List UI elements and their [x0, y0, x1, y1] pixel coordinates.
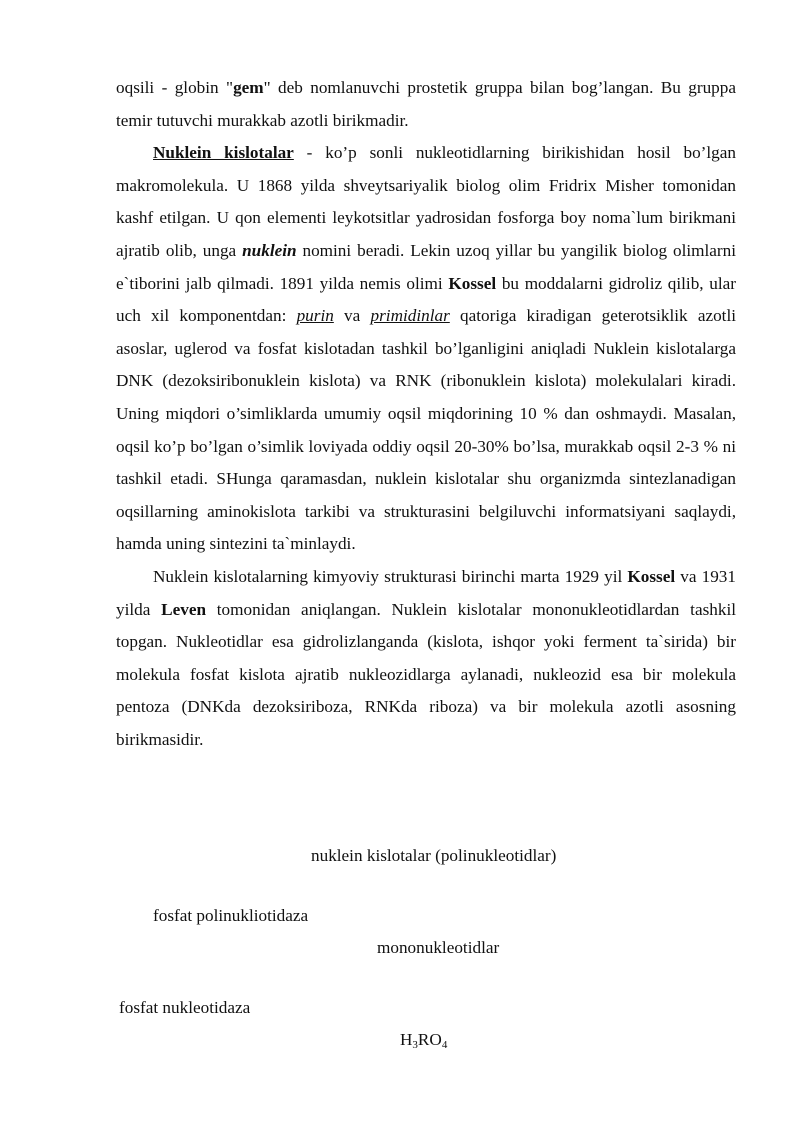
term-primidinlar: primidinlar: [370, 306, 450, 326]
name-kossel: Kossel: [448, 273, 497, 293]
term-gem: gem: [233, 78, 264, 97]
scheme-top-label: nuklein kislotalar (polinukleotidlar): [311, 846, 557, 865]
name-leven: Leven: [161, 599, 207, 619]
formula-part: H: [400, 1030, 413, 1049]
term-nuklein-kislotalar: Nuklein kislotalar: [153, 143, 294, 163]
paragraph-text: oqsili - globin ": [116, 78, 234, 97]
paragraph-text: va 1931 yilda: [116, 566, 736, 619]
name-kossel: Kossel: [627, 566, 676, 586]
paragraph-text: qatoriga kiradigan geterotsiklik azotli asoslar, uglerod va fosfat kislotadan tashkil bo’lganligini aniqladi Nuklein kislotalarga DNK (dezoksiribonuklein kislota) va RNK (ribonuklein kislota) molekulalari kiradi. Uning miqdori o’simliklarda umumiy oqsil miqdorining 10 % dan oshmaydi. Masalan, oqsil ko’p bo’lgan o’simlik loviyada oddiy oqsil 20-30% bo’lsa, murakkab oqsil 2-3 % ni tashkil etadi. SHunga qaramasdan, nuklein kislotalar shu organizmda sintezlanadigan oqsillarning aminokislota tarkibi va strukturasini belgiluvchi informatsiyani saqlaydi, hamda uning sintezini ta`minlaydi.: [116, 306, 737, 554]
paragraph-text: " deb nomlanuvchi prostetik gruppa bilan bog’langan. Bu gruppa temir tutuvchi murakkab azotli birikmadir.: [116, 78, 736, 130]
scheme-mononukleotidlar: mononukleotidlar: [377, 938, 500, 957]
paragraph-globin: [116, 72, 736, 137]
scheme-enzyme-polinukliotidaza: fosfat polinukliotidaza: [153, 906, 309, 925]
term-purin: purin: [296, 306, 334, 326]
term-nuklein: nuklein: [242, 240, 297, 260]
paragraph-text: - ko’p sonli nukleotidlarning birikishidan hosil bo’lgan makromolekula. U 1868 yilda shveytsariyalik biolog olim Fridrix Misher tomonidan kashf etilgan. U qon elementi leykotsitlar yadrosidan fosforga boy noma`lum birikmani ajratib olib, unga: [116, 143, 736, 260]
formula-subscript: 3: [412, 1039, 418, 1051]
paragraph-text: bu moddalarni gidroliz qilib, ular uch xil komponentdan:: [116, 273, 736, 326]
scheme-product-formula: [400, 1030, 447, 1050]
paragraph-nuklein-definition: [116, 137, 736, 561]
paragraph-structure: [116, 561, 736, 757]
scheme-enzyme-nukleotidaza: fosfat nukleotidaza: [119, 998, 251, 1017]
paragraph-text: nomini beradi. Lekin uzoq yillar bu yangilik biolog olimlarni e`tiborini jalb qilmadi. 1891 yilda nemis olimi: [116, 240, 736, 293]
body-text: [116, 72, 736, 756]
formula-part: RO: [417, 1030, 442, 1049]
paragraph-text: va: [333, 306, 371, 326]
paragraph-text: Nuklein kislotalarning kimyoviy strukturasi birinchi marta 1929 yil: [153, 566, 628, 586]
formula-subscript: 4: [441, 1039, 448, 1051]
paragraph-text: tomonidan aniqlangan. Nuklein kislotalar mononukleotidlardan tashkil topgan. Nukleotidlar esa gidrolizlanganda (kislota, ishqor yoki ferment ta`sirida) bir molekula fosfat kislota ajratib nukleozidlarga aylanadi, nukleozid esa bir molekula pentoza (DNKda dezoksiriboza, RNKda riboza) va bir molekula azotli asosning birikmasidir.: [116, 599, 736, 749]
